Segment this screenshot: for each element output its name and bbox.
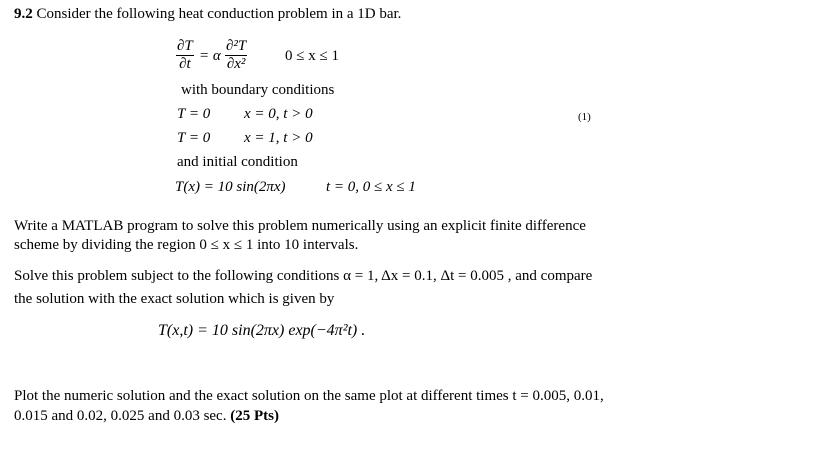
lhs-fraction	[176, 38, 194, 73]
paragraph-3-line-1: Plot the numeric solution and the exact solution on the same plot at different times t = 0.005, 0.01,	[14, 388, 604, 404]
problem-title-line	[14, 5, 401, 23]
equation-number: (1)	[578, 111, 591, 123]
ic-lhs: T(x) = 10 sin(2πx)	[175, 179, 286, 195]
rhs-denominator: ∂x²	[226, 56, 246, 72]
paragraph-3-line-2	[14, 407, 279, 425]
paragraph-1-line-2: scheme by dividing the region 0 ≤ x ≤ 1 into 10 intervals.	[14, 237, 359, 253]
rhs-numerator: ∂²T	[226, 38, 247, 54]
ic-rhs: t = 0, 0 ≤ x ≤ 1	[326, 179, 416, 195]
problem-number: 9.2	[14, 6, 33, 22]
bc-label: with boundary conditions	[181, 82, 335, 98]
bc2-lhs: T = 0	[177, 130, 211, 146]
points-value: (25 Pts)	[230, 408, 279, 424]
bc1-rhs: x = 0, t > 0	[244, 106, 313, 122]
paragraph-2-line-2: the solution with the exact solution which is given by	[14, 291, 335, 307]
problem-title: Consider the following heat conduction problem in a 1D bar.	[36, 6, 402, 22]
lhs-denominator: ∂t	[179, 56, 191, 72]
rhs-fraction	[225, 38, 247, 73]
paragraph-3-line-2-text: 0.015 and 0.02, 0.025 and 0.03 sec.	[14, 408, 227, 424]
domain-condition: 0 ≤ x ≤ 1	[285, 48, 339, 64]
exact-solution: T(x,t) = 10 sin(2πx) exp(−4π²t) .	[158, 322, 366, 339]
bc2-rhs: x = 1, t > 0	[244, 130, 313, 146]
ic-label: and initial condition	[177, 154, 298, 170]
paragraph-2-line-1: Solve this problem subject to the following conditions α = 1, Δx = 0.1, Δt = 0.005 , and compare	[14, 268, 593, 284]
bc1-lhs: T = 0	[177, 106, 211, 122]
equals-alpha: = α	[199, 48, 221, 64]
lhs-numerator: ∂T	[177, 38, 193, 54]
paragraph-1-line-1: Write a MATLAB program to solve this problem numerically using an explicit finite difference	[14, 218, 586, 234]
